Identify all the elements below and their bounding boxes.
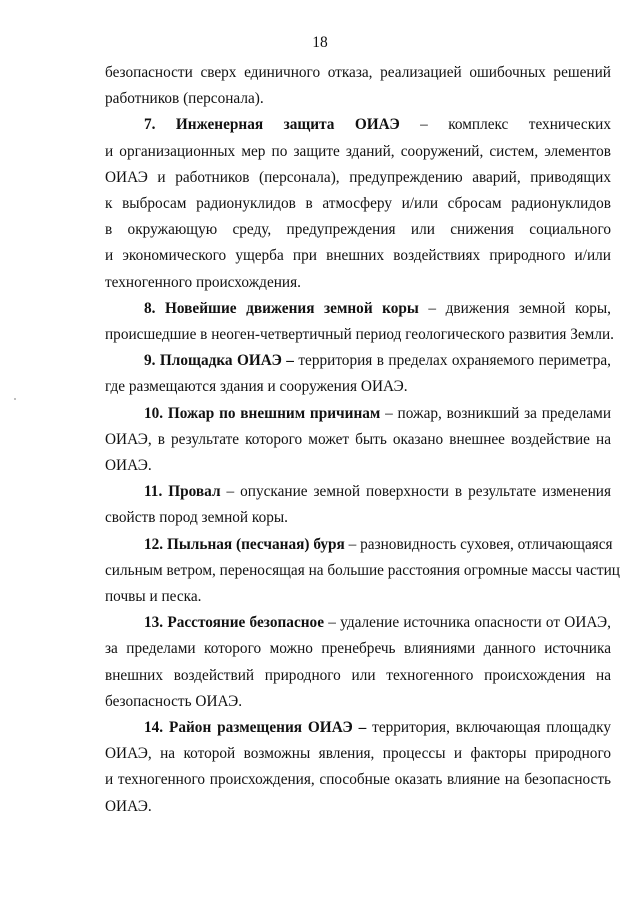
text-line: свойств пород земной коры. xyxy=(105,509,288,527)
text-line: сильным ветром, переносящая на большие расстояния огромные массы частиц xyxy=(105,561,620,579)
text-line: ОИАЭ. xyxy=(105,457,152,475)
definition-9-start: территория в пределах охраняемого периметра, xyxy=(293,352,611,370)
text-line: ОИАЭ, в результате которого может быть оказано внешнее воздействие на xyxy=(105,430,611,448)
text-line: и организационных мер по защите зданий, сооружений, систем, элементов xyxy=(105,142,611,160)
text-line: ОИАЭ и работников (персонала), предупреждению аварий, приводящих xyxy=(105,168,611,186)
text-line: за пределами которого можно пренебречь влияниями данного источника xyxy=(105,640,611,658)
term-7: 7. Инженерная защита ОИАЭ xyxy=(144,116,400,134)
text-line: происшедшие в неоген-четвертичный период геологического развития Земли. xyxy=(105,326,614,344)
definition-12-first-line xyxy=(105,532,611,558)
text-line: безопасность ОИАЭ. xyxy=(105,692,243,710)
term-8: 8. Новейшие движения земной коры xyxy=(144,299,419,317)
definition-13-start: – удаление источника опасности от ОИАЭ, xyxy=(324,614,611,632)
definition-11-start: – опускание земной поверхности в результате изменения xyxy=(220,483,612,501)
text-line: внешних воздействий природного или техногенного происхождения на xyxy=(105,666,611,684)
term-11: 11. Провал xyxy=(144,483,221,501)
text-line: техногенного происхождения. xyxy=(105,273,301,291)
text-line: работников (персонала). xyxy=(105,90,264,108)
term-10: 10. Пожар по внешним причинам xyxy=(144,404,381,422)
document-body xyxy=(105,60,620,820)
definition-14-start: территория, включающая площадку xyxy=(366,719,611,737)
term-14: 14. Район размещения ОИАЭ – xyxy=(144,719,367,737)
definition-9-first-line xyxy=(105,348,611,374)
term-13: 13. Расстояние безопасное xyxy=(144,614,324,632)
page-number: 18 xyxy=(312,34,328,51)
text-line: в окружающую среду, предупреждения или снижения социального xyxy=(105,221,611,239)
scan-speck xyxy=(14,398,16,400)
definition-8-start: – движения земной коры, xyxy=(418,299,611,317)
definition-10-first-line xyxy=(105,401,611,427)
definition-13-first-line xyxy=(105,610,611,636)
definition-14-first-line xyxy=(105,715,611,741)
definition-12-start: – разновидность суховея, отличающаяся xyxy=(344,535,613,553)
text-line: и экономического ущерба при внешних воздействиях природного и/или xyxy=(105,247,611,265)
definition-8-first-line xyxy=(105,296,611,322)
text-line: почвы и песка. xyxy=(105,588,202,606)
text-line: ОИАЭ, на которой возможны явления, процессы и факторы природного xyxy=(105,745,611,763)
text-line: где размещаются здания и сооружения ОИАЭ. xyxy=(105,378,408,396)
definition-7-start: – комплекс технических xyxy=(399,116,611,134)
definition-7-first-line xyxy=(105,112,611,138)
term-9: 9. Площадка ОИАЭ – xyxy=(144,352,294,370)
text-line: ОИАЭ. xyxy=(105,797,152,815)
text-line: к выбросам радионуклидов в атмосферу и/или сбросам радионуклидов xyxy=(105,195,611,213)
definition-10-start: – пожар, возникший за пределами xyxy=(380,404,612,422)
text-line: безопасности сверх единичного отказа, реализацией ошибочных решений xyxy=(105,64,611,81)
text-line: и техногенного происхождения, способные оказать влияние на безопасность xyxy=(105,771,611,789)
term-12: 12. Пыльная (песчаная) буря xyxy=(144,535,345,553)
definition-11-first-line xyxy=(105,479,611,505)
